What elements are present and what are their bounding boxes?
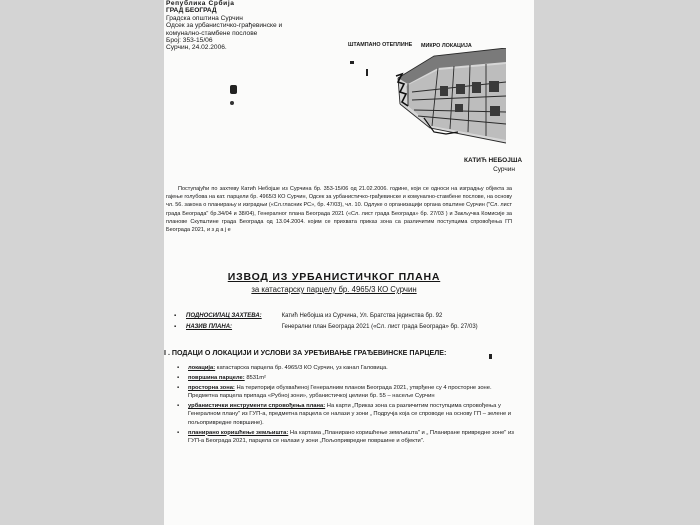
item-label: површина парцеле: [188,375,245,382]
document-subtitle: за катастарску парцелу бр. 4965/3 КО Сурчин [251,285,417,294]
item-text: 8531m² [246,375,266,382]
section-heading: І . ПОДАЦИ О ЛОКАЦИЈИ И УСЛОВИ ЗА УРЕЂИВАЊЕ ГРАЂЕВИНСКЕ ПАРЦЕЛЕ: [164,349,447,357]
item-label: планирано коришћење земљишта: [188,429,289,436]
department-line-1: Одсек за урбанистичко-грађевинске и [166,22,283,30]
plan-label: НАЗИВ ПЛАНА: [186,324,233,330]
bullet: ▪ [177,365,180,371]
document-title: ИЗВОД ИЗ УРБАНИСТИЧКОГ ПЛАНА [227,271,441,283]
building-photo-fragment [394,48,506,153]
scan-speck [350,61,354,64]
bullet: ▪ [177,375,180,382]
bullet: ▪ [177,403,180,410]
item-text: На картама „Планирано коришћење земљишта" и „ Планиране привредне зоне" из ГУП-а Београда 2021, парцела се налази у зони „Пољопривредне површине и објекти". [188,429,514,444]
document-page [164,0,534,525]
location-conditions-list [174,364,516,447]
letterhead [166,0,282,52]
scan-speck [230,101,234,105]
list-item [174,429,516,445]
requester-name: КАТИЋ НЕБОЈША [464,157,523,164]
list-item [174,384,516,400]
list-item [174,374,516,382]
item-text: На карти „Приказ зона са различитим поступцима спровођења у Генералном плану" из ГУП-а, предметна парцела се налази у зони „ Подручја која се спроводе на основу ГП – зелене и пољопривредне површине). [188,403,512,426]
city-line: ГРАД БЕОГРАД [166,7,217,15]
scan-fragment-line-1: ШТАМПАНО ОТЕПЛИНЕ [348,42,413,48]
scan-fragment-line-2: МИКРО ЛОКАЦИЈА [421,43,472,49]
scan-speck [230,85,237,94]
item-label: локација: [188,365,216,371]
request-meta [172,311,522,333]
applicant-value: Катић Небојша из Сурчина, Ул. Братства јединства бр. 92 [281,313,443,319]
bullet: ▪ [177,429,180,436]
place-date: Сурчин, 24.02.2006. [166,44,227,52]
plan-row [172,322,522,333]
applicant-label: ПОДНОСИЛАЦ ЗАХТЕВА: [186,313,262,319]
republic-line: Република Србија [166,0,235,7]
intro-paragraph: Поступајући по захтеву Катић Небојше из Сурчина бр. 353-15/06 од 21.02.2006. године, који се односи на изградњу објекта за гајење голубова на кат. парцели бр. 4965/3 КО Сурчин, Одсек за урбанистичко-грађевинске и комунално-стамбене послове, на основу чл. 56. закона о планирању и изградњи («Сл.гласник РС», бр. 47/03), чл. 10. Одлуке о организацији органа општине Сурчин ("Сл. лист града Београда" бр.34/04 и 38/04), Генералног плана Београда 2021 («Сл. лист града Београда» бр. 27/03 ) и Закључка Комисије за планове Скупштине града Београда од 13.04.2004. којим се прихвата приказ зона са различитим поступцима спровођења ГП Београда 2021, и з д а ј е [166,186,512,234]
requester-city: Сурчин [493,166,516,173]
municipality-line: Градска општина Сурчин [166,14,243,22]
item-label: урбанистички инструменти спровођења плана: [188,403,326,410]
list-item [174,364,516,372]
scan-speck [366,69,368,76]
bullet: ▪ [174,313,177,319]
applicant-row [172,311,522,322]
item-text: катастарска парцела бр. 4965/3 КО Сурчин, уз канал Галовица. [216,365,388,371]
bullet: ▪ [174,324,177,330]
list-item [174,402,516,426]
requester-block [464,156,522,174]
department-line-2: комунално-стамбене послове [166,29,258,37]
scan-speck [489,354,492,359]
document-number: Број: 353-15/06 [166,37,213,45]
building-photo-shapes [396,48,506,143]
item-label: просторна зона: [188,385,235,392]
item-text: На територији обухваћеној Генералним планом Београда 2021, утврђене су 4 просторне зоне. Предметна парцела припада «Рубној зони», урбанистичкој целини бр. 55 – насеље Сурчин [188,385,492,400]
bullet: ▪ [177,385,180,392]
plan-value: Генерални план Београда 2021 («Сл. лист града Београда» бр. 27/03) [281,324,478,330]
